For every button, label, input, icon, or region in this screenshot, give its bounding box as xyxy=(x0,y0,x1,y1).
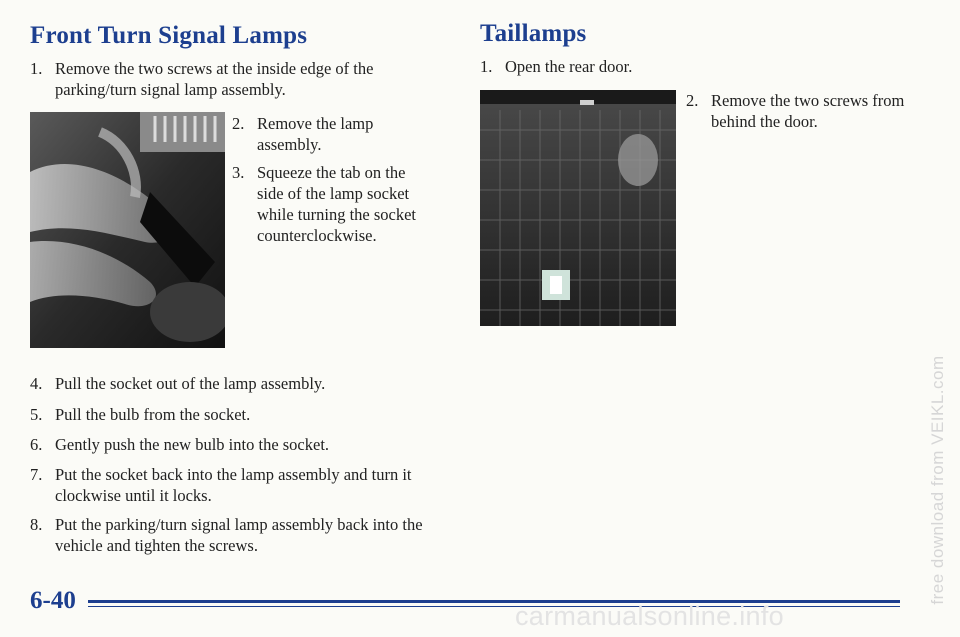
step-number: 2. xyxy=(686,91,699,110)
step-item xyxy=(232,113,432,155)
step-text: Remove the lamp assembly. xyxy=(257,114,374,154)
section-title-taillamps: Taillamps xyxy=(480,20,587,47)
step-item xyxy=(30,464,450,506)
step-item xyxy=(30,514,450,556)
side-watermark xyxy=(918,330,958,630)
step-item xyxy=(30,58,430,100)
section-title-front-turn-signal: Front Turn Signal Lamps xyxy=(30,22,308,49)
step-text: Open the rear door. xyxy=(505,57,633,76)
step-item xyxy=(686,90,916,132)
step-item xyxy=(30,434,450,455)
front-lamp-photo xyxy=(30,112,225,348)
step-text: Squeeze the tab on the side of the lamp socket while turning the socket counterclockwise. xyxy=(257,163,417,245)
taillamp-photo-graphic xyxy=(480,90,676,326)
step-item xyxy=(30,373,450,394)
step-item xyxy=(232,162,432,246)
step-number: 6. xyxy=(30,435,43,454)
step-number: 8. xyxy=(30,515,43,534)
step-number: 7. xyxy=(30,465,43,484)
step-text: Put the parking/turn signal lamp assembly back into the vehicle and tighten the screws. xyxy=(55,515,423,555)
step-number: 1. xyxy=(30,59,43,78)
front-lamp-photo-graphic xyxy=(30,112,225,348)
step-text: Put the socket back into the lamp assembly and turn it clockwise until it locks. xyxy=(55,465,412,505)
step-number: 5. xyxy=(30,405,43,424)
side-watermark-text: free download from VEIKL.com xyxy=(928,355,947,605)
step-item xyxy=(480,56,780,77)
step-number: 3. xyxy=(232,163,245,182)
step-number: 4. xyxy=(30,374,43,393)
taillamp-photo xyxy=(480,90,676,326)
bottom-watermark: carmanualsonline.info xyxy=(515,601,784,631)
step-text: Remove the two screws from behind the door. xyxy=(711,91,905,131)
step-text: Remove the two screws at the inside edge of the parking/turn signal lamp assembly. xyxy=(55,59,374,99)
step-number: 1. xyxy=(480,57,493,76)
step-text: Gently push the new bulb into the socket. xyxy=(55,435,330,454)
step-item xyxy=(30,404,450,425)
page-number: 6-40 xyxy=(30,587,76,614)
step-text: Pull the bulb from the socket. xyxy=(55,405,251,424)
step-number: 2. xyxy=(232,114,245,133)
step-text: Pull the socket out of the lamp assembly. xyxy=(55,374,326,393)
